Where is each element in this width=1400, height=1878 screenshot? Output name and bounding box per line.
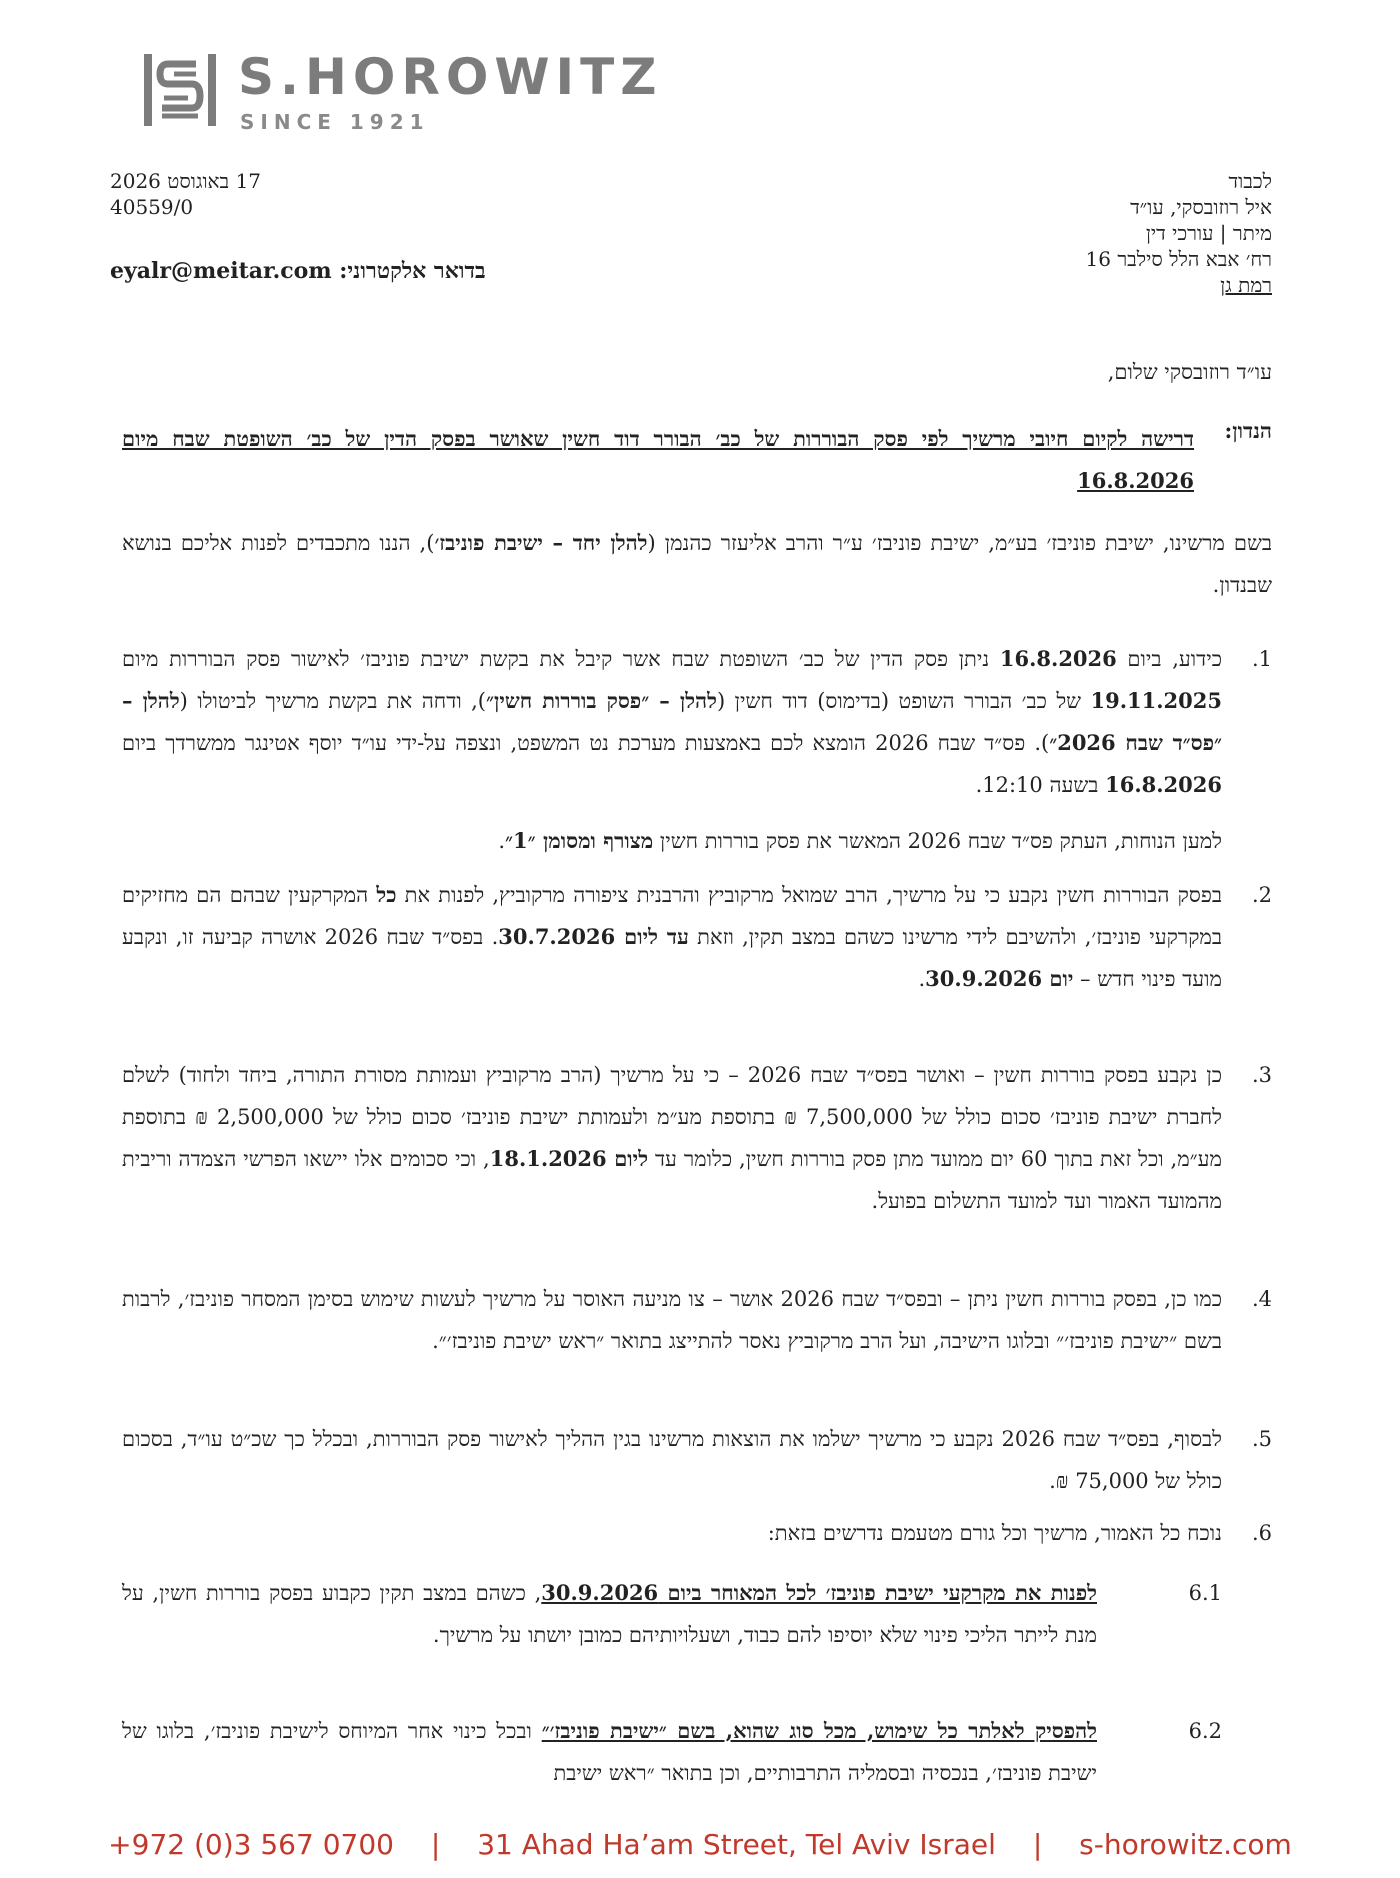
intro-bold: להלן יחד – ישיבת פוניבז׳: [434, 530, 648, 555]
text: בשעה 12:10.: [975, 773, 1106, 797]
email-address[interactable]: eyalr@meitar.com: [110, 258, 332, 284]
item-body: [122, 638, 1222, 806]
text: , כשהם במצב תקין כקבוע בפסק בוררות חשין, על מנת לייתר הליכי פינוי שלא יוסיפו להם כבוד, ושעלויותיהם כמובן יושתו על מרשיך.: [122, 1581, 1097, 1647]
item-body: כמו כן, בפסק בוררות חשין ניתן – ובפס״ד שבח 2026 אושר – צו מניעה האוסר על מרשיך לעשות שימוש בסימן המסחר פוניבז׳, לרבות בשם ״ישיבת פוניבז׳״ ובלוגו הישיבה, ועל הרב מרקוביץ נאסר להתייצג בתואר ״ראש ישיבת פוניבז׳״.: [122, 1287, 1222, 1353]
recipient-line-2: איל רוזובסקי, עו״ד: [1130, 195, 1272, 219]
text: ), ודחה את בקשת מרשיך לביטולו (: [179, 689, 487, 713]
email-label: בדואר אלקטרוני:: [339, 258, 486, 284]
bold-text: להלן – ״פסק בוררות חשין״: [486, 688, 717, 713]
bold-text: להלן – ״פס״ד שבח 2026״: [122, 688, 1222, 755]
item-number: 5.: [1251, 1427, 1272, 1451]
text: .: [918, 967, 926, 991]
subject-text: דרישה לקיום חיובי מרשיך לפי פסק הבוררות של כב׳ הבורר דוד חשין שאושר בפסק הדין של כב׳ השופטת שבח מיום 16.8.2026: [122, 426, 1194, 493]
item-body: [122, 1054, 1222, 1222]
sub-item-body: [122, 1710, 1097, 1794]
bold-text: כל: [376, 882, 397, 907]
item-body-followup: [122, 820, 1222, 862]
logo-name: S.HOROWITZ: [238, 48, 663, 106]
bold-text: לפנות את מקרקעי ישיבת פוניבז׳ לכל המאוחר ביום 30.9.2026: [541, 1580, 1097, 1605]
item-body: נוכח כל האמור, מרשיך וכל גורם מטעמם נדרשים בזאת:: [767, 1521, 1222, 1545]
recipient-block: [672, 168, 1272, 298]
footer-website[interactable]: s-horowitz.com: [1079, 1828, 1292, 1861]
recipient-line-1: לכבוד: [1228, 169, 1272, 193]
bold-text: להפסיק לאלתר כל שימוש, מכל סוג שהוא, בשם ״ישיבת פוניבז׳״: [541, 1718, 1097, 1743]
bold-text: 19.11.2025: [1090, 688, 1223, 713]
item-number: 4.: [1251, 1287, 1272, 1311]
text: בפסק הבוררות חשין נקבע כי על מרשיך, הרב שמואל מרקוביץ והרבנית ציפורה מרקוביץ, לפנות את: [396, 883, 1222, 907]
text: של כב׳ הבורר השופט (בדימוס) דוד חשין (: [716, 689, 1091, 713]
text: ניתן פסק הדין של כב׳ השופטת שבח אשר קיבל את בקשת ישיבת פוניבז׳ לאישור פסק הבוררות מיום: [122, 647, 1000, 671]
bold-text: ליום 18.1.2026: [489, 1146, 649, 1171]
greeting: עו״ד רוזובסקי שלום,: [1107, 360, 1272, 384]
footer-separator: |: [1032, 1828, 1043, 1861]
text: למען הנוחות, העתק פס״ד שבח 2026 המאשר את פסק בוררות חשין: [653, 829, 1222, 853]
text: , וכי סכומים אלו יישאו הפרשי הצמדה וריבית מהמועד האמור ועד למועד התשלום בפועל.: [122, 1147, 1222, 1213]
item-number: 2.: [1251, 883, 1272, 907]
footer-address: 31 Ahad Ha’am Street, Tel Aviv Israel: [477, 1828, 996, 1861]
item-body: לבסוף, בפס״ד שבח 2026 נקבע כי מרשיך ישלמו את הוצאות מרשינו בגין ההליך לאישור פסק הבוררות, ובכלל כך שכ״ט עו״ד, בסכום כולל של 75,000 ₪.: [122, 1427, 1223, 1493]
text: כידוע, ביום: [1116, 647, 1222, 671]
bold-text: עד ליום 30.7.2026: [498, 924, 689, 949]
bold-text: 16.8.2026: [999, 646, 1117, 671]
sub-item-number: 6.1: [1188, 1581, 1222, 1605]
date-block: [110, 168, 510, 220]
intro-text-a: בשם מרשינו, ישיבת פוניבז׳ בע״מ, ישיבת פוניבז׳ ע״ר והרב אליעזר כהנמן (: [647, 531, 1272, 555]
letter-date: 17 באוגוסט 2026: [110, 169, 262, 193]
intro-text-c: ), הננו מתכבדים לפנות אליכם בנושא שבנדון.: [122, 531, 1272, 597]
text: . בפס״ד שבח 2026 אושרה קביעה זו, ונקבע מועד פינוי חדש –: [122, 925, 1222, 991]
logo-since: SINCE 1921: [240, 110, 430, 134]
recipient-line-3: מיתר | עורכי דין: [1145, 221, 1272, 245]
item-number: 3.: [1251, 1063, 1272, 1087]
item-body: [122, 874, 1222, 1000]
sub-item-body: [122, 1572, 1097, 1656]
logo-mark-icon: [140, 50, 220, 130]
recipient-line-5: רמת גן: [1220, 273, 1272, 297]
intro-paragraph: [122, 522, 1272, 606]
bold-text: יום 30.9.2026: [925, 966, 1074, 991]
reference-number: 40559/0: [110, 195, 194, 219]
footer-phone[interactable]: +972 (0)3 567 0700: [108, 1828, 394, 1861]
email-line: [110, 258, 550, 284]
subject-label: הנדון:: [1224, 418, 1272, 443]
company-logo: [140, 48, 710, 138]
text: .: [498, 829, 506, 853]
item-number: 1.: [1251, 647, 1272, 671]
text: כן נקבע בפסק בוררות חשין – ואושר בפס״ד שבח 2026 – כי על מרשיך (הרב מרקוביץ ועמותת מסורת התורה, ביחד ולחוד) לשלם לחברת ישיבת פוניבז׳ סכום כולל של 7,500,000 ₪ בתוספת מע״מ ולעמותת ישיבת פוניבז׳ סכום כולל של 2,500,000 ₪ בתוספת מע״מ, וכל זאת בתוך 60 יום ממועד מתן פסק בוררות חשין, כלומר עד: [122, 1063, 1222, 1171]
footer: [0, 1828, 1400, 1861]
text: ). פס״ד שבח 2026 הומצא לכם באמצעות מערכת נט המשפט, ונצפה על-ידי עו״ד יוסף אטינגר ממשרדך ביום: [122, 731, 1050, 755]
recipient-line-4: רח׳ אבא הלל סילבר 16: [1085, 247, 1272, 271]
text: המקרקעין שבהם הם מחזיקים במקרקעי פוניבז׳, ולהשיבם לידי מרשינו כשהם במצב תקין, וזאת: [122, 883, 1222, 949]
bold-text: מצורף ומסומן ״1״: [505, 828, 654, 853]
sub-item-number: 6.2: [1188, 1719, 1222, 1743]
item-number: 6.: [1251, 1521, 1272, 1545]
bold-text: 16.8.2026: [1105, 772, 1222, 797]
text: ובכל כינוי אחר המיוחס לישיבת פוניבז׳, בלוגו של ישיבת פוניבז׳, בנכסיה ובסמליה התרבותיים, וכן בתואר ״ראש ישיבת: [122, 1719, 1097, 1785]
footer-separator: |: [430, 1828, 441, 1861]
